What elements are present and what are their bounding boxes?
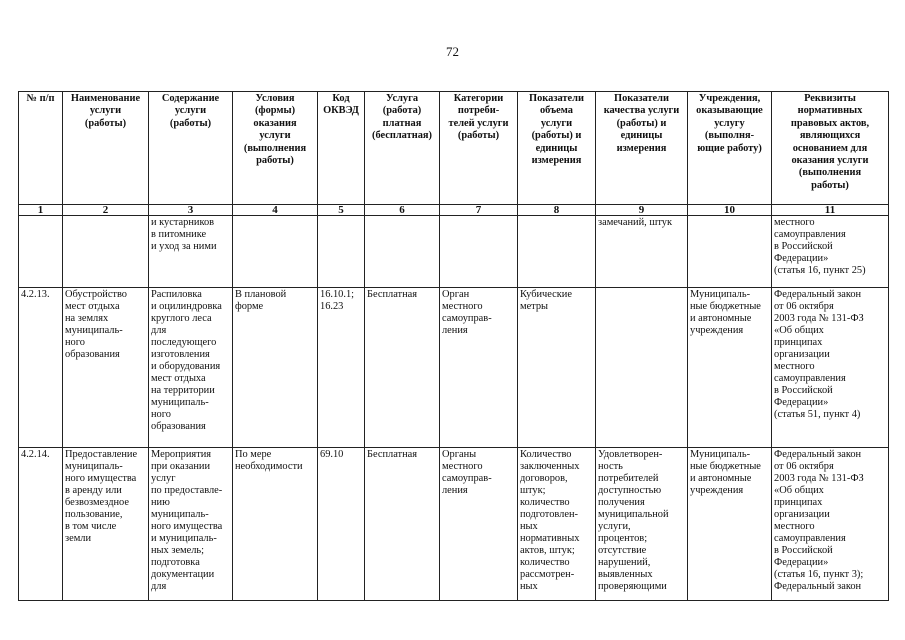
services-table	[18, 91, 889, 601]
paid-free	[365, 216, 440, 288]
row-number: 4.2.14.	[19, 448, 63, 601]
institutions: Муниципаль- ные бюджетные и автономные учреждения	[688, 288, 772, 448]
header-okved-code: Код ОКВЭД	[318, 92, 365, 205]
service-name: Обустройство мест отдыха на землях муниципаль- ного образования	[63, 288, 149, 448]
quality-indicators	[596, 288, 688, 448]
header-legal-acts: Реквизиты нормативных правовых актов, являющихся основанием для оказания услуги (выполнения работы)	[772, 92, 889, 205]
header-paid-free: Услуга (работа) платная (бесплатная)	[365, 92, 440, 205]
row-number	[19, 216, 63, 288]
column-number: 9	[596, 205, 688, 216]
consumer-categories	[440, 216, 518, 288]
conditions: В плановой форме	[233, 288, 318, 448]
row-number: 4.2.13.	[19, 288, 63, 448]
service-content: Мероприятия при оказании услуг по предоставле- нию муниципаль- ного имущества и муниципаль- ных земель; подготовка документации для	[149, 448, 233, 601]
column-number: 4	[233, 205, 318, 216]
table-row	[19, 216, 889, 288]
column-number: 5	[318, 205, 365, 216]
quality-indicators: Удовлетворен- ность потребителей доступностью получения муниципальной услуги, процентов; отсутствие нарушений, выявленных проверяющими	[596, 448, 688, 601]
okved-code: 16.10.1; 16.23	[318, 288, 365, 448]
header-row	[19, 92, 889, 205]
legal-acts: Федеральный закон от 06 октября 2003 года № 131-ФЗ «Об общих принципах организации местного самоуправления в Российской Федерации» (статья 16, пункт 3); Федеральный закон	[772, 448, 889, 601]
volume-indicators	[518, 216, 596, 288]
column-number: 3	[149, 205, 233, 216]
header-institutions: Учреждения, оказывающие услугу (выполня- ющие работу)	[688, 92, 772, 205]
column-number: 1	[19, 205, 63, 216]
legal-acts: Федеральный закон от 06 октября 2003 года № 131-ФЗ «Об общих принципах организации местного самоуправления в Российской Федерации» (статья 51, пункт 4)	[772, 288, 889, 448]
institutions	[688, 216, 772, 288]
volume-indicators: Кубические метры	[518, 288, 596, 448]
header-conditions: Условия (формы) оказания услуги (выполнения работы)	[233, 92, 318, 205]
paid-free: Бесплатная	[365, 288, 440, 448]
column-number: 7	[440, 205, 518, 216]
page-number: 72	[446, 44, 459, 59]
service-name	[63, 216, 149, 288]
service-name: Предоставление муниципаль- ного имущества в аренду или безвозмездное пользование, в том числе земли	[63, 448, 149, 601]
institutions: Муниципаль- ные бюджетные и автономные учреждения	[688, 448, 772, 601]
table-row	[19, 288, 889, 448]
column-number: 10	[688, 205, 772, 216]
quality-indicators: замечаний, штук	[596, 216, 688, 288]
paid-free: Бесплатная	[365, 448, 440, 601]
header-volume-indicators: Показатели объема услуги (работы) и единицы измерения	[518, 92, 596, 205]
header-service-content: Содержание услуги (работы)	[149, 92, 233, 205]
consumer-categories: Органы местного самоуправ- ления	[440, 448, 518, 601]
volume-indicators: Количество заключенных договоров, штук; количество подготовлен- ных нормативных актов, штук; количество рассмотрен- ных	[518, 448, 596, 601]
conditions	[233, 216, 318, 288]
header-consumer-categories: Категории потреби- телей услуги (работы)	[440, 92, 518, 205]
okved-code: 69.10	[318, 448, 365, 601]
header-service-name: Наименование услуги (работы)	[63, 92, 149, 205]
table-row	[19, 448, 889, 601]
column-number: 11	[772, 205, 889, 216]
column-number: 2	[63, 205, 149, 216]
service-content: Распиловка и оцилиндровка круглого леса для последующего изготовления и оборудования мест отдыха на территории муниципаль- ного образования	[149, 288, 233, 448]
column-number: 8	[518, 205, 596, 216]
legal-acts: местного самоуправления в Российской Федерации» (статья 16, пункт 25)	[772, 216, 889, 288]
conditions: По мере необходимости	[233, 448, 318, 601]
column-number-row	[19, 205, 889, 216]
column-number: 6	[365, 205, 440, 216]
header-quality-indicators: Показатели качества услуги (работы) и единицы измерения	[596, 92, 688, 205]
header-col-number: № п/п	[19, 92, 63, 205]
consumer-categories: Орган местного самоуправ- ления	[440, 288, 518, 448]
okved-code	[318, 216, 365, 288]
service-content: и кустарников в питомнике и уход за ними	[149, 216, 233, 288]
